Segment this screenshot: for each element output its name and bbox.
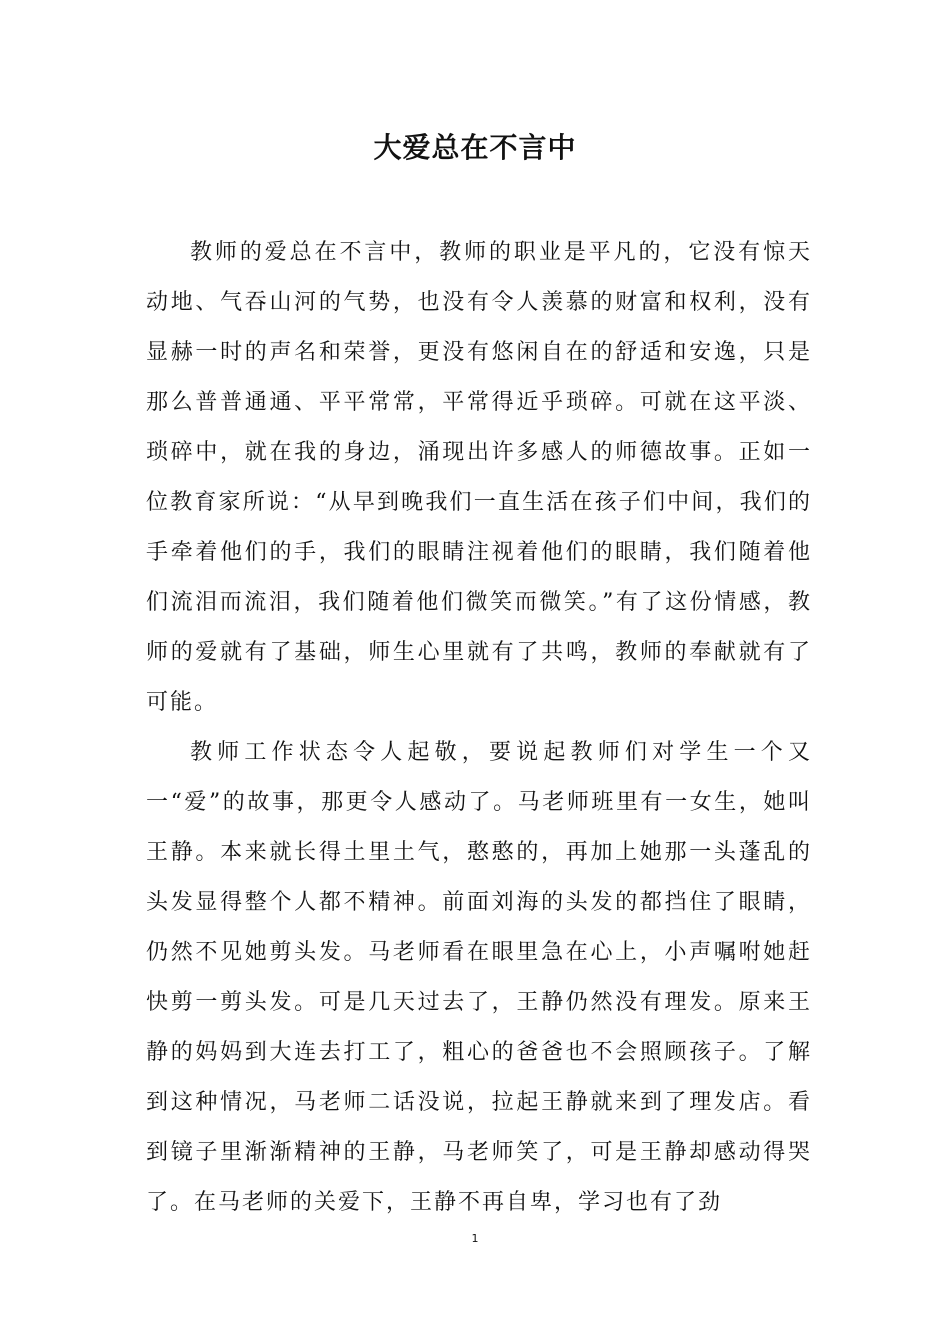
document-title: 大爱总在不言中 (373, 131, 577, 164)
paragraph-2: 教师工作状态令人起敬，要说起教师们对学生一个又一“爱”的故事，那更令人感动了。马老师班里有一女生，她叫王静。本来就长得土里土气，憨憨的，再加上她那一头蓬乱的头发显得整个人都不精神。前面刘海的头发的都挡住了眼睛，仍然不见她剪头发。马老师看在眼里急在心上，小声嘱咐她赶快剪一剪头发。可是几天过去了，王静仍然没有理发。原来王静的妈妈到大连去打工了，粗心的爸爸也不会照顾孩子。了解到这种情况，马老师二话没说，拉起王静就来到了理发店。看到镜子里渐渐精神的王静，马老师笑了，可是王静却感动得哭了。在马老师的关爱下，王静不再自卑，学习也有了劲 (146, 740, 812, 1215)
page-number: 1 (471, 1232, 479, 1245)
paragraph-1: 教师的爱总在不言中，教师的职业是平凡的，它没有惊天动地、气吞山河的气势，也没有令人羡慕的财富和权利，没有显赫一时的声名和荣誉，更没有悠闲自在的舒适和安逸，只是那么普普通通、平平常常，平常得近乎琐碎。可就在这平淡、琐碎中，就在我的身边，涌现出许多感人的师德故事。正如一位教育家所说：“从早到晚我们一直生活在孩子们中间，我们的手牵着他们的手，我们的眼睛注视着他们的眼睛，我们随着他们流泪而流泪，我们随着他们微笑而微笑。”有了这份情感，教师的爱就有了基础，师生心里就有了共鸣，教师的奉献就有了可能。 (146, 240, 812, 715)
document-body (146, 228, 812, 1228)
